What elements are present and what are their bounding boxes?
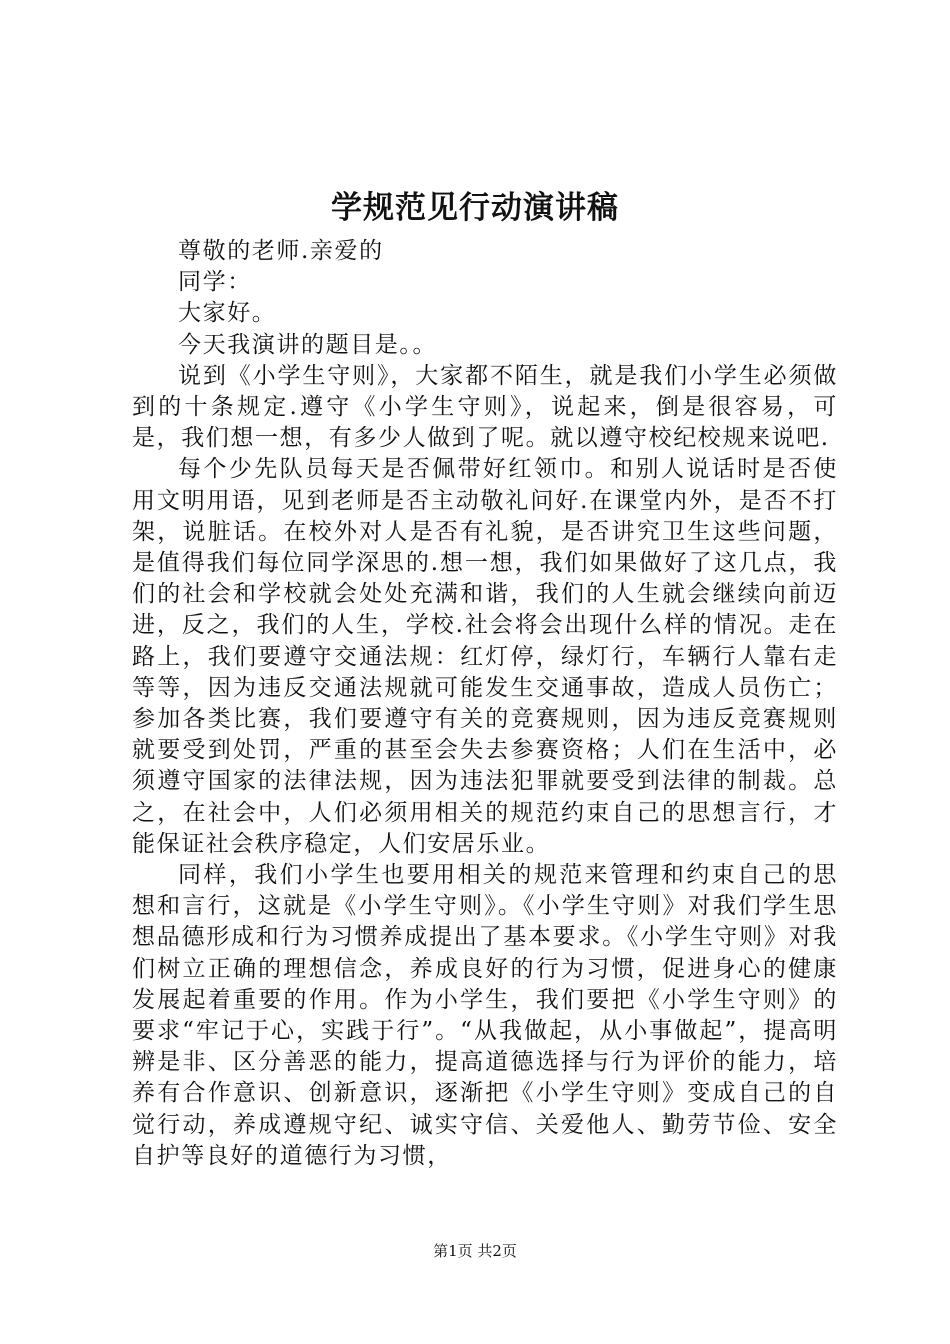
document-body: [132, 236, 838, 1172]
paragraph-topic: 今天我演讲的题目是。。: [178, 331, 438, 358]
paragraph-salutation-cont: 同学：: [178, 269, 252, 296]
paragraph-greeting: 大家好。: [178, 300, 277, 327]
page-number: 第1页 共2页: [433, 1242, 517, 1260]
document-title: 学规范见行动演讲稿: [331, 190, 619, 226]
paragraph-body-2: 每个少先队员每天是否佩带好红领巾。和别人说话时是否使用文明用语，见到老师是否主动敬礼问好.在课堂内外，是否不打架，说脏话。在校外对人是否有礼貌，是否讲究卫生这些问题，是值得我们每位同学深思的.想一想，我们如果做好了这几点，我们的社会和学校就会处处充满和谐，我们的人生就会继续向前迈进，反之，我们的人生，学校.社会将会出现什么样的情况。走在路上，我们要遵守交通法规：红灯停，绿灯行，车辆行人靠右走等等，因为违反交通法规就可能发生交通事故，造成人员伤亡；参加各类比赛，我们要遵守有关的竞赛规则，因为违反竞赛规则就要受到处罚，严重的甚至会失去参赛资格；人们在生活中，必须遵守国家的法律法规，因为违法犯罪就要受到法律的制裁。总之，在社会中，人们必须用相关的规范约束自己的思想言行，才能保证社会秩序稳定，人们安居乐业。: [132, 456, 838, 857]
paragraph-body-3: 同样，我们小学生也要用相关的规范来管理和约束自己的思想和言行，这就是《小学生守则》。《小学生守则》对我们学生思想品德形成和行为习惯养成提出了基本要求。《小学生守则》对我们树立正确的理想信念，养成良好的行为习惯，促进身心的健康发展起着重要的作用。作为小学生，我们要把《小学生守则》的要求“牢记于心，实践于行”。“从我做起，从小事做起”，提高明辨是非、区分善恶的能力，提高道德选择与行为评价的能力，培养有合作意识、创新意识，逐渐把《小学生守则》变成自己的自觉行动，养成遵规守纪、诚实守信、关爱他人、勤劳节俭、安全自护等良好的道德行为习惯，: [132, 862, 838, 1169]
paragraph-salutation: 尊敬的老师.亲爱的: [178, 238, 384, 264]
paragraph-body-1: 说到《小学生守则》，大家都不陌生，就是我们小学生必须做到的十条规定.遵守《小学生守则》，说起来，倒是很容易，可是，我们想一想，有多少人做到了呢。就以遵守校纪校规来说吧.: [132, 362, 838, 452]
